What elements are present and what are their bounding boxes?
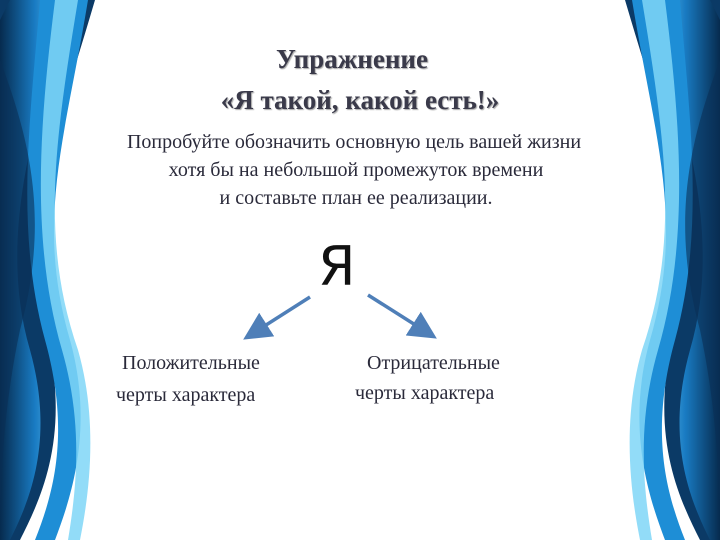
title-line-2: «Я такой, какой есть!» bbox=[220, 85, 500, 115]
positive-traits-line-2: черты характера bbox=[116, 384, 256, 406]
title-line-1: Упражнение bbox=[276, 44, 428, 74]
arrow-right bbox=[368, 295, 428, 333]
instruction-line-3: и составьте план ее реализации. bbox=[219, 187, 493, 209]
negative-traits-line-1: Отрицательные bbox=[367, 352, 500, 374]
negative-traits-line-2: черты характера bbox=[355, 382, 495, 404]
instruction-line-2: хотя бы на небольшой промежуток времени bbox=[168, 159, 544, 181]
arrow-left bbox=[252, 297, 310, 334]
positive-traits-line-1: Положительные bbox=[122, 352, 260, 374]
center-label-ya: Я bbox=[318, 235, 356, 298]
instruction-line-1: Попробуйте обозначить основную цель вашей жизни bbox=[126, 131, 582, 153]
